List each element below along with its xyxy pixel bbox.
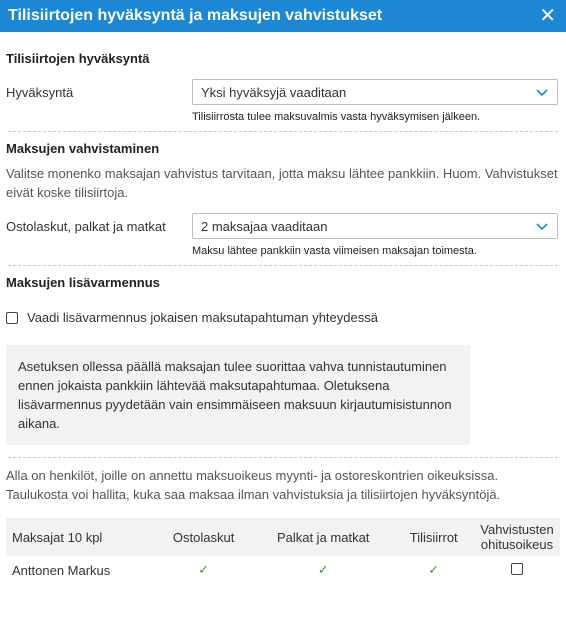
check-icon: ✓ xyxy=(428,562,440,577)
column-header-ostolaskut: Ostolaskut xyxy=(172,529,235,545)
confirm-select-value: 2 maksajaa vaaditaan xyxy=(201,218,328,234)
approval-hint: Tilisiirrosta tulee maksuvalmis vasta hyväksymisen jälkeen. xyxy=(192,111,481,123)
extra-checkbox-row[interactable] xyxy=(6,310,560,325)
column-header-tilisiirrot: Tilisiirrot xyxy=(409,529,458,545)
confirm-section-title: Maksujen vahvistaminen xyxy=(6,141,160,156)
confirm-hint: Maksu lähtee pankkiin vasta viimeisen maksajan toimesta. xyxy=(192,245,477,257)
table-row xyxy=(6,556,560,584)
approval-row xyxy=(6,79,560,105)
dialog-title: Tilisiirtojen hyväksyntä ja maksujen vahvistukset xyxy=(8,7,383,24)
approval-select-value: Yksi hyväksyjä vaaditaan xyxy=(201,84,347,100)
column-header-palkat: Palkat ja matkat xyxy=(276,529,370,545)
payers-table xyxy=(6,518,560,584)
confirm-row xyxy=(6,213,560,239)
divider xyxy=(8,131,558,132)
extra-info-text: Asetuksen ollessa päällä maksajan tulee suorittaa vahva tunnistautuminen ennen jokaista pankkiin lähtevää maksutapahtumaa. Oletuksena lisävarmennus pyydetään vain ensimmäiseen maksuun kirjautumisistunnon aikana. xyxy=(18,359,452,431)
approval-label: Hyväksyntä xyxy=(6,84,74,100)
payers-description: Alla on henkilöt, joille on annettu maksuoikeus myynti- ja ostoreskontrien oikeuksissa. Taulukosta voi hallita, kuka saa maksaa ilman vahvistuksia ja tilisiirtojen hyväksyntöjä. xyxy=(6,468,501,502)
approval-select[interactable] xyxy=(192,79,558,105)
confirm-label: Ostolaskut, palkat ja matkat xyxy=(6,218,166,234)
check-icon: ✓ xyxy=(317,562,329,577)
approval-section-title: Tilisiirtojen hyväksyntä xyxy=(6,51,150,66)
extra-section-title: Maksujen lisävarmennus xyxy=(6,275,160,290)
ohitus-checkbox[interactable] xyxy=(511,563,523,575)
dialog-header xyxy=(0,0,566,32)
close-icon[interactable]: ✕ xyxy=(539,5,556,27)
dialog-content xyxy=(0,51,566,584)
extra-checkbox-label: Vaadi lisävarmennus jokaisen maksutapahtuman yhteydessä xyxy=(27,310,378,325)
chevron-down-icon xyxy=(535,219,549,233)
extra-checkbox[interactable] xyxy=(6,312,18,324)
confirm-description: Valitse monenko maksajan vahvistus tarvitaan, jotta maksu lähtee pankkiin. Huom. Vahvistukset eivät koske tilisiirtoja. xyxy=(6,166,558,200)
divider xyxy=(8,457,558,458)
payer-name: Anttonen Markus xyxy=(12,562,111,578)
table-header-row xyxy=(6,518,560,556)
extra-info-box xyxy=(6,345,470,445)
divider xyxy=(8,265,558,266)
ohitus-cell xyxy=(474,556,560,584)
check-icon: ✓ xyxy=(198,562,210,577)
column-header-ohitus: Vahvistusten ohitusoikeus xyxy=(480,522,554,552)
confirm-select[interactable] xyxy=(192,213,558,239)
column-header-payers: Maksajat 10 kpl xyxy=(12,529,103,545)
chevron-down-icon xyxy=(535,85,549,99)
